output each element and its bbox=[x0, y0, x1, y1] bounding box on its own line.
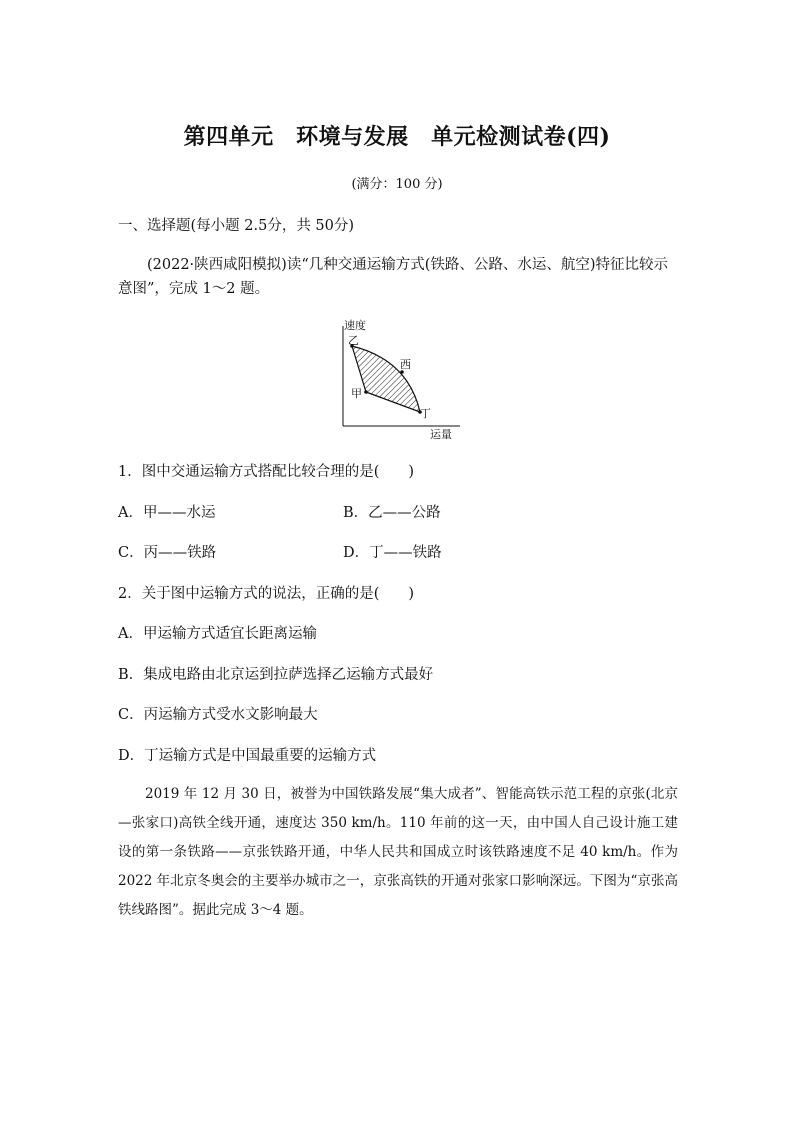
x-axis-label: 运量 bbox=[430, 428, 452, 441]
question-1-option-a: A．甲——水运 bbox=[118, 505, 216, 521]
question-1-option-d: D．丁——铁路 bbox=[343, 545, 442, 561]
y-axis-label: 速度 bbox=[344, 319, 366, 332]
transport-diagram bbox=[330, 316, 470, 442]
question-2-option-d: D．丁运输方式是中国最重要的运输方式 bbox=[118, 748, 377, 764]
full-score: (满分：100 分) bbox=[351, 177, 443, 192]
section-heading: 一、选择题(每小题 2.5分，共 50分) bbox=[118, 218, 355, 234]
intro-passage-2: 2019 年 12 月 30 日，被誉为中国铁路发展“集大成者”、智能高铁示范工程的京张(北京—张家口)高铁全线开通，速度达 350 km/h。110 年前的这一天，由中国人自己设计施工建设的第一条铁路——京张铁路开通，中华人民共和国成立时该铁路速度不足 40 km/h。作为 2022 年北京冬奥会的主要举办城市之一，京张高铁的开通对张家口影响深远。下图为“京张高铁线路图”。据此完成 3～4 题。 bbox=[118, 786, 678, 918]
point-jia bbox=[364, 390, 368, 394]
question-2-option-a: A．甲运输方式适宜长距离运输 bbox=[118, 626, 317, 642]
hatched-region bbox=[352, 346, 420, 412]
point-label-xi: 西 bbox=[400, 358, 411, 371]
point-label-yi: 乙 bbox=[348, 334, 359, 347]
intro-passage-1: (2022·陕西咸阳模拟)读“几种交通运输方式(铁路、公路、水运、航空)特征比较示意图”，完成 1～2 题。 bbox=[118, 257, 669, 297]
question-1-option-b: B．乙——公路 bbox=[343, 505, 441, 521]
question-2-option-c: C．丙运输方式受水文影响最大 bbox=[118, 707, 318, 723]
question-2-stem: 2．关于图中运输方式的说法，正确的是( ) bbox=[118, 586, 415, 602]
question-2-option-b: B．集成电路由北京运到拉萨选择乙运输方式最好 bbox=[118, 667, 434, 683]
point-label-ding: 丁 bbox=[420, 407, 431, 420]
page-title: 第四单元 环境与发展 单元检测试卷(四) bbox=[183, 124, 611, 150]
question-1-option-c: C．丙——铁路 bbox=[118, 545, 217, 561]
point-label-jia: 甲 bbox=[351, 387, 362, 400]
question-1-stem: 1．图中交通运输方式搭配比较合理的是( ) bbox=[118, 464, 415, 480]
